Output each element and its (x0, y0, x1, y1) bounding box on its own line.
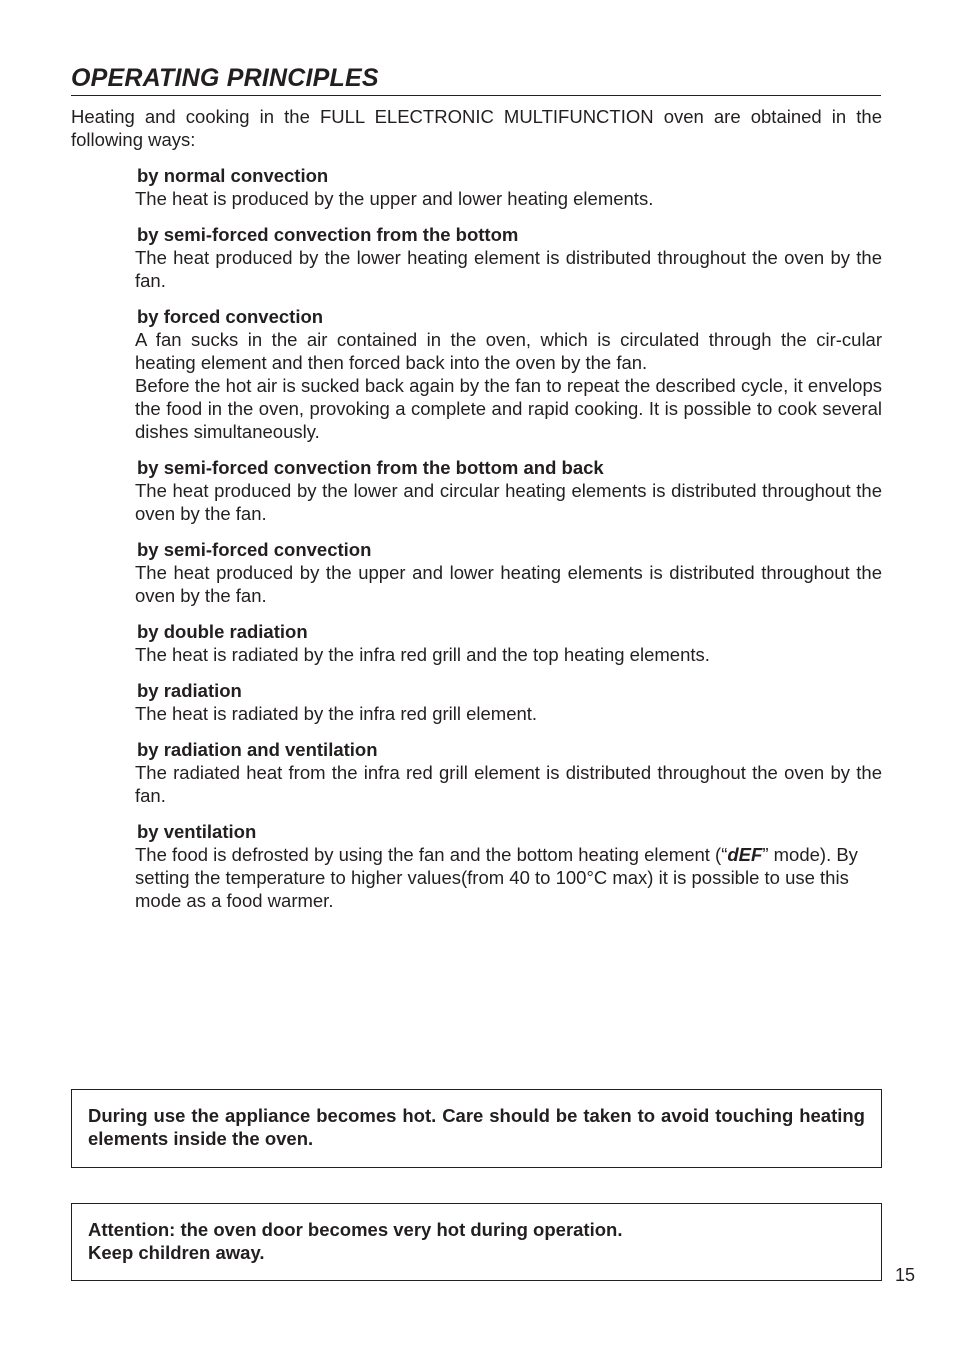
mode-description: The heat is produced by the upper and lower heating elements. (135, 188, 654, 209)
warning-line: Attention: the oven door becomes very hot during operation. (88, 1219, 623, 1240)
mode-heading: by semi-forced convection (137, 539, 372, 560)
mode-section (135, 620, 882, 666)
mode-section (135, 820, 882, 912)
mode-description: A fan sucks in the air contained in the oven, which is circulated through the cir-cular heating element and then forced back into the oven by the fan. (135, 329, 882, 373)
mode-section (135, 456, 882, 525)
cooking-modes-list (135, 164, 882, 925)
description-text: ” mode). By setting the temperature to higher values(from 40 to 100°C max) it is possible to use this mode as a food warmer. (135, 844, 858, 911)
mode-description: The heat produced by the upper and lower heating elements is distributed throughout the oven by the fan. (135, 562, 882, 606)
mode-heading: by normal convection (137, 165, 329, 186)
mode-heading: by semi-forced convection from the bottom (137, 224, 519, 245)
mode-section (135, 679, 882, 725)
mode-description: The heat produced by the lower heating element is distributed throughout the oven by the fan. (135, 247, 882, 291)
mode-heading: by double radiation (137, 621, 308, 642)
mode-heading: by radiation (137, 680, 242, 701)
mode-section (135, 738, 882, 807)
intro-paragraph: Heating and cooking in the FULL ELECTRONIC MULTIFUNCTION oven are obtained in the following ways: (71, 106, 882, 150)
mode-description: The radiated heat from the infra red grill element is distributed throughout the oven by the fan. (135, 762, 882, 806)
mode-heading: by forced convection (137, 306, 324, 327)
mode-description: The heat is radiated by the infra red grill element. (135, 703, 538, 724)
oven-door-warning-box (71, 1203, 882, 1281)
mode-section (135, 223, 882, 292)
warning-line: Keep children away. (88, 1242, 265, 1263)
mode-heading: by ventilation (137, 821, 257, 842)
def-mode-label: dEF (727, 844, 763, 865)
description-text: The food is defrosted by using the fan and the bottom heating element (“ (135, 844, 728, 865)
mode-section (135, 538, 882, 607)
mode-heading: by semi-forced convection from the bottom and back (137, 457, 604, 478)
mode-description: The heat is radiated by the infra red grill and the top heating elements. (135, 644, 710, 665)
mode-description (135, 843, 882, 912)
mode-section (135, 305, 882, 443)
mode-section (135, 164, 882, 210)
mode-description-continued: Before the hot air is sucked back again by the fan to repeat the described cycle, it envelops the food in the oven, provoking a complete and rapid cooking. It is possible to cook several dishes simultaneously. (135, 375, 882, 442)
warning-text-container (88, 1204, 865, 1264)
page-number: 15 (895, 1265, 916, 1285)
warning-text: During use the appliance becomes hot. Care should be taken to avoid touching heating elements inside the oven. (88, 1105, 865, 1149)
mode-description: The heat produced by the lower and circular heating elements is distributed throughout the oven by the fan. (135, 480, 882, 524)
hot-surface-warning-box (71, 1089, 882, 1168)
page-title: OPERATING PRINCIPLES (71, 62, 881, 96)
mode-heading: by radiation and ventilation (137, 739, 378, 760)
